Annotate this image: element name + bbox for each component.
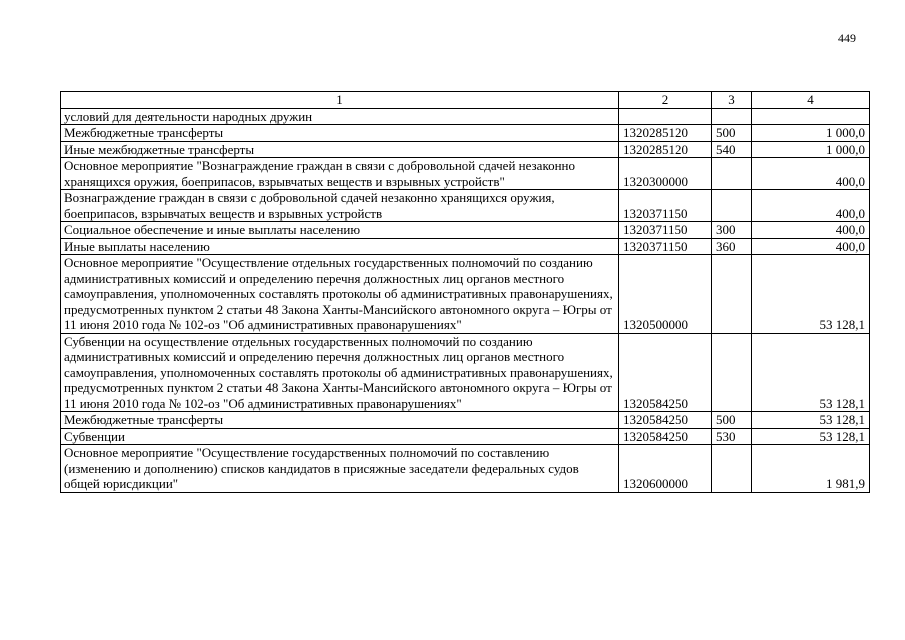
row-sum xyxy=(752,108,870,125)
row-name: Иные выплаты населению xyxy=(61,238,619,255)
row-sum: 53 128,1 xyxy=(752,255,870,334)
table-row xyxy=(61,222,870,239)
table-row xyxy=(61,190,870,222)
row-name: Межбюджетные трансферты xyxy=(61,125,619,142)
row-code: 1320300000 xyxy=(619,158,712,190)
row-type: 300 xyxy=(712,222,752,239)
table-row xyxy=(61,428,870,445)
table-row xyxy=(61,141,870,158)
row-code: 1320371150 xyxy=(619,190,712,222)
row-name: Субвенции xyxy=(61,428,619,445)
row-code: 1320584250 xyxy=(619,428,712,445)
row-code: 1320500000 xyxy=(619,255,712,334)
row-sum: 53 128,1 xyxy=(752,412,870,429)
row-type xyxy=(712,108,752,125)
row-sum: 400,0 xyxy=(752,238,870,255)
page-number: 449 xyxy=(838,31,856,45)
row-name: Субвенции на осуществление отдельных государственных полномочий по созданию административных комиссий и определению перечня должностных лиц органов местного самоуправления, уполномоченных составлять протоколы об административных правонарушениях, предусмотренных пунктом 2 статьи 48 Закона Ханты-Мансийского автономного округа – Югры от 11 июня 2010 года № 102-оз "Об административных правонарушениях" xyxy=(61,333,619,412)
row-sum: 53 128,1 xyxy=(752,333,870,412)
row-name: Социальное обеспечение и иные выплаты населению xyxy=(61,222,619,239)
table-row xyxy=(61,445,870,493)
table-row xyxy=(61,158,870,190)
column-header-sum: 4 xyxy=(752,92,870,109)
row-code: 1320600000 xyxy=(619,445,712,493)
row-type: 500 xyxy=(712,125,752,142)
column-header-type: 3 xyxy=(712,92,752,109)
table-header-row xyxy=(61,92,870,109)
table-row xyxy=(61,412,870,429)
row-sum: 1 000,0 xyxy=(752,141,870,158)
row-type: 540 xyxy=(712,141,752,158)
row-code: 1320371150 xyxy=(619,222,712,239)
row-sum: 400,0 xyxy=(752,222,870,239)
row-code xyxy=(619,108,712,125)
row-sum: 53 128,1 xyxy=(752,428,870,445)
row-type: 360 xyxy=(712,238,752,255)
row-type: 530 xyxy=(712,428,752,445)
column-header-name: 1 xyxy=(61,92,619,109)
row-sum: 1 981,9 xyxy=(752,445,870,493)
row-code: 1320584250 xyxy=(619,412,712,429)
column-header-code: 2 xyxy=(619,92,712,109)
row-code: 1320285120 xyxy=(619,125,712,142)
row-type xyxy=(712,255,752,334)
row-type xyxy=(712,190,752,222)
table-row xyxy=(61,255,870,334)
row-code: 1320371150 xyxy=(619,238,712,255)
row-name: Вознаграждение граждан в связи с добровольной сдачей незаконно хранящихся оружия, боеприпасов, взрывчатых веществ и взрывных устройств xyxy=(61,190,619,222)
table-row xyxy=(61,238,870,255)
row-code: 1320584250 xyxy=(619,333,712,412)
row-type: 500 xyxy=(712,412,752,429)
row-name: Основное мероприятие "Осуществление государственных полномочий по составлению (изменению и дополнению) списков кандидатов в присяжные заседатели федеральных судов общей юрисдикции" xyxy=(61,445,619,493)
row-code: 1320285120 xyxy=(619,141,712,158)
table-row xyxy=(61,333,870,412)
row-name: Иные межбюджетные трансферты xyxy=(61,141,619,158)
row-type xyxy=(712,445,752,493)
table-row xyxy=(61,108,870,125)
row-name: Основное мероприятие "Осуществление отдельных государственных полномочий по созданию административных комиссий и определению перечня должностных лиц органов местного самоуправления, уполномоченных составлять протоколы об административных правонарушениях, предусмотренных пунктом 2 статьи 48 Закона Ханты-Мансийского автономного округа – Югры от 11 июня 2010 года № 102-оз "Об административных правонарушениях" xyxy=(61,255,619,334)
row-name: Основное мероприятие "Вознаграждение граждан в связи с добровольной сдачей незаконно хранящихся оружия, боеприпасов, взрывчатых веществ и взрывных устройств" xyxy=(61,158,619,190)
row-name: условий для деятельности народных дружин xyxy=(61,108,619,125)
row-sum: 1 000,0 xyxy=(752,125,870,142)
row-type xyxy=(712,333,752,412)
row-type xyxy=(712,158,752,190)
row-sum: 400,0 xyxy=(752,190,870,222)
row-name: Межбюджетные трансферты xyxy=(61,412,619,429)
row-sum: 400,0 xyxy=(752,158,870,190)
budget-table xyxy=(60,91,870,493)
table-row xyxy=(61,125,870,142)
